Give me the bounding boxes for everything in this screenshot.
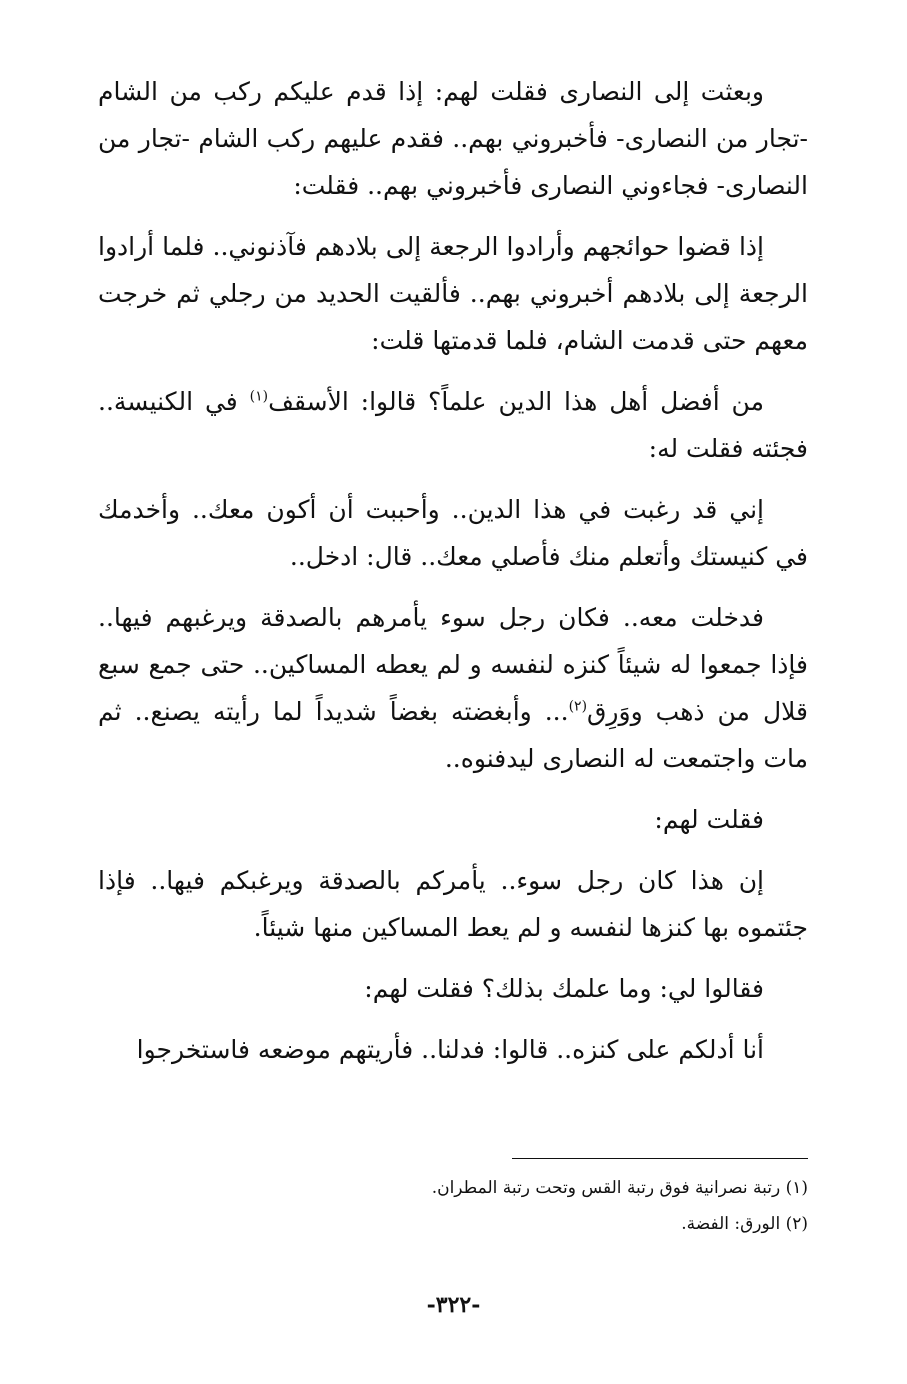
footnote: (١) رتبة نصرانية فوق رتبة القس وتحت رتبة المطران. [431,1178,808,1198]
footnote-reference: (١) [249,388,269,405]
paragraph: وبعثت إلى النصارى فقلت لهم: إذا قدم عليكم ركب من الشام -تجار من النصارى- فأخبروني بهم.. فقدم عليهم ركب الشام -تجار من النصارى- فجاءوني النصارى فأخبروني بهم.. فقلت: [98,77,808,200]
footnotes [98,1170,808,1242]
paragraph-text: في الكنيسة.. فجئته فقلت له: [98,387,808,463]
footnote: (٢) الورق: الفضة. [681,1214,808,1234]
paragraph: فقالوا لي: وما علمك بذلك؟ فقلت لهم: [364,974,764,1003]
paragraph [98,378,808,472]
paragraph-text: فدخلت معه.. فكان رجل سوء يأمرهم بالصدقة ويرغبهم فيها.. فإذا جمعوا له شيئاً كنزه لنفسه و لم يعطه المساكين.. حتى جمع سبع قلال من ذهب ووَرِق [98,603,808,726]
paragraph-text: ... وأبغضته بغضاً شديداً لما رأيته يصنع.. ثم مات واجتمعت له النصارى ليدفنوه.. [98,697,808,773]
paragraph: إذا قضوا حوائجهم وأرادوا الرجعة إلى بلادهم فآذنوني.. فلما أرادوا الرجعة إلى بلادهم أخبروني بهم.. فألقيت الحديد من رجلي ثم خرجت معهم حتى قدمت الشام، فلما قدمتها قلت: [98,232,808,355]
footnote-reference: (٢) [568,698,588,715]
footnote-separator [512,1158,808,1159]
paragraph: فقلت لهم: [654,805,764,834]
page-number: -٣٢٢- [426,1292,481,1318]
paragraph: إن هذا كان رجل سوء.. يأمركم بالصدقة ويرغبكم فيها.. فإذا جئتموه بها كنزها لنفسه و لم يعط المساكين منها شيئاً. [98,866,808,942]
paragraph: إني قد رغبت في هذا الدين.. وأحببت أن أكون معك.. وأخدمك في كنيستك وأتعلم منك فأصلي معك.. قال: ادخل.. [98,495,808,571]
paragraph: أنا أدلكم على كنزه.. قالوا: فدلنا.. فأريتهم موضعه فاستخرجوا [136,1035,764,1064]
paragraph [98,594,808,782]
paragraph-text: من أفضل أهل هذا الدين علماً؟ قالوا: الأسقف [268,387,764,416]
body-text [98,68,808,1087]
